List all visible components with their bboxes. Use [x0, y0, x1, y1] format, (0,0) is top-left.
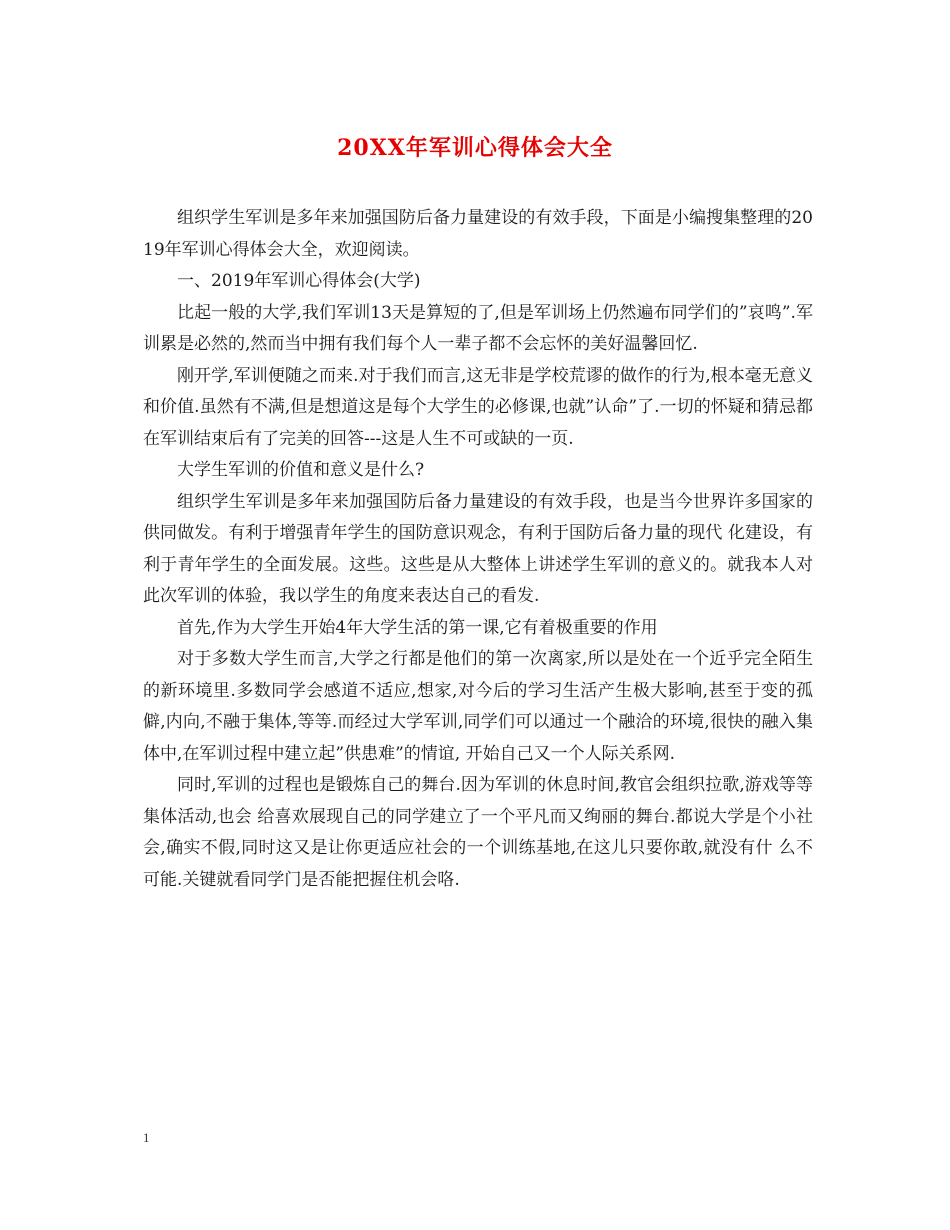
paragraph-intro: 组织学生军训是多年来加强国防后备力量建设的有效手段，下面是小编搜集整理的2019年军训心得体会大全，欢迎阅读。 [143, 208, 813, 260]
paragraph: 同时,军训的过程也是锻炼自己的舞台.因为军训的休息时间,教官会组织拉歌,游戏等等集体活动,也会 给喜欢展现自己的同学建立了一个平凡而又绚丽的舞台.都说大学是个小社会,确实不假,同时这又是让你更适应社会的一个训练基地,在这儿只要你敢,就没有什 么不可能.关键就看同学门是否能把握住机会咯. [143, 775, 813, 890]
document-title: 20XX年军训心得体会大全 [337, 135, 613, 161]
paragraph: 首先,作为大学生开始4年大学生活的第一课,它有着极重要的作用 [177, 617, 658, 638]
section-heading: 一、2019年军训心得体会(大学) [177, 271, 421, 291]
page-number: 1 [143, 1130, 150, 1145]
paragraph: 比起一般的大学,我们军训13天是算短的了,但是军训场上仍然遍布同学们的”哀鸣”.军训累是必然的,然而当中拥有我们每个人一辈子都不会忘怀的美好温馨回忆. [143, 302, 813, 354]
paragraph: 对于多数大学生而言,大学之行都是他们的第一次离家,所以是处在一个近乎完全陌生的新环境里.多数同学会感道不适应,想家,对今后的学习生活产生极大影响,甚至于变的孤僻,内向,不融于集体,等等.而经过大学军训,同学们可以通过一个融洽的环境,很快的融入集体中,在军训过程中建立起”供患难”的情谊, 开始自己又一个人际关系网. [143, 649, 813, 764]
paragraph: 组织学生军训是多年来加强国防后备力量建设的有效手段，也是当今世界许多国家的供同做发。有利于增强青年学生的国防意识观念，有利于国防后备力量的现代 化建设，有利于青年学生的全面发展。这些。这些是从大整体上讲述学生军训的意义的。就我本人对此次军训的体验，我以学生的角度来表达自己的看发. [143, 491, 813, 606]
paragraph: 刚开学,军训便随之而来.对于我们而言,这无非是学校荒谬的做作的行为,根本毫无意义和价值.虽然有不满,但是想道这是每个大学生的必修课,也就”认命”了.一切的怀疑和猜忌都在军训结束后有了完美的回答---这是人生不可或缺的一页. [143, 365, 813, 449]
question-heading: 大学生军训的价值和意义是什么? [177, 460, 425, 480]
document-body [143, 203, 813, 896]
